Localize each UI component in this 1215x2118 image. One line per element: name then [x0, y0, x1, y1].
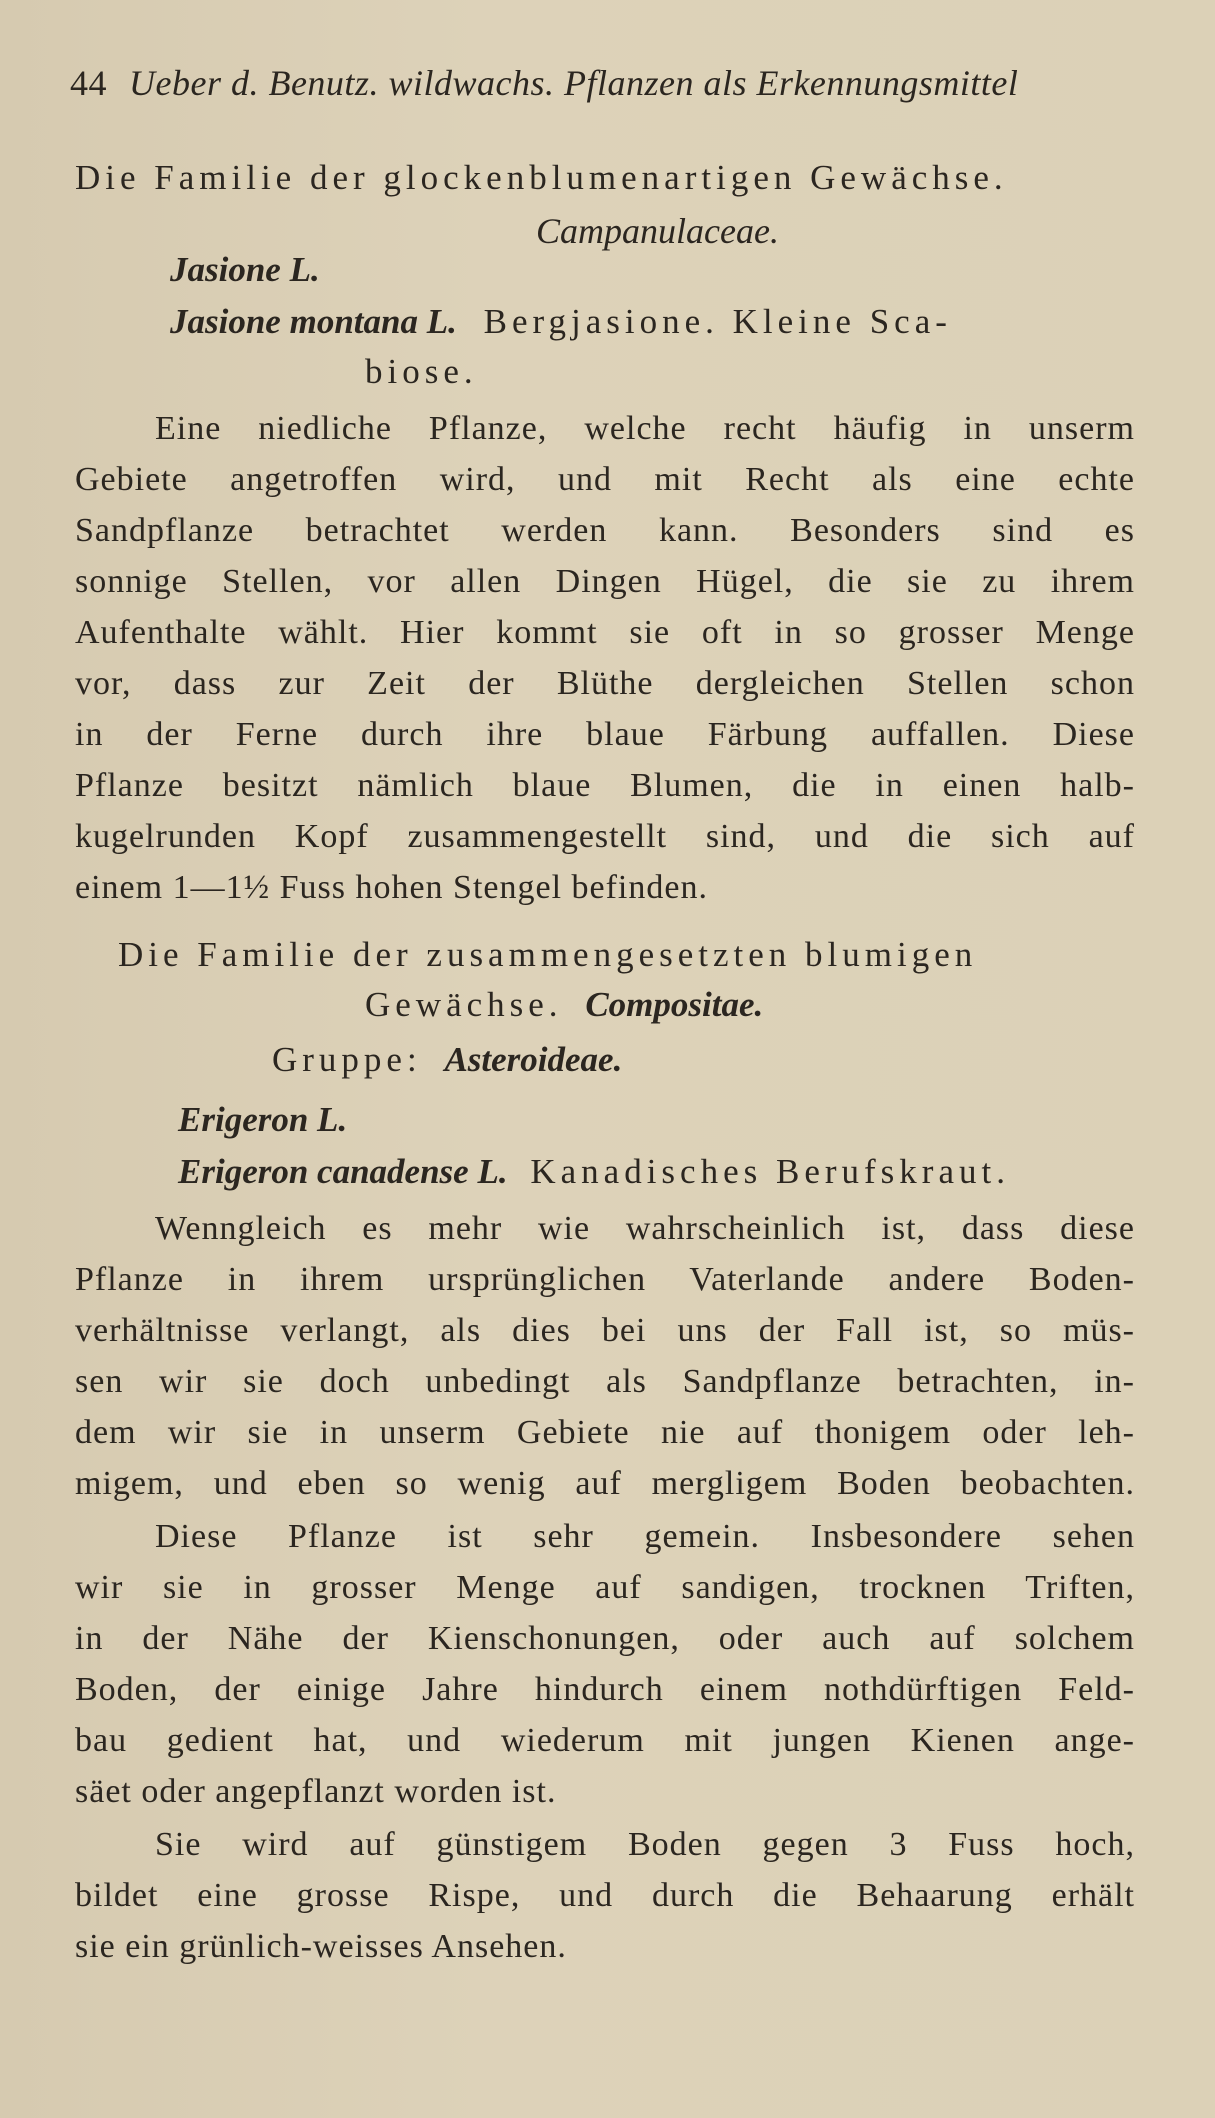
paragraph-line: Pflanze in ihrem ursprünglichen Vaterlande andere Boden-	[75, 1261, 1135, 1298]
family-heading-compositae: Die Familie der zusammengesetzten blumigen	[118, 935, 978, 974]
group-asteroideae	[272, 1040, 622, 1080]
species-jasione-montana	[170, 302, 952, 342]
paragraph-line: Gebiete angetroffen wird, und mit Recht als eine echte	[75, 461, 1135, 498]
species-common-name-cont: biose.	[365, 352, 478, 391]
paragraph-line: Wenngleich es mehr wie wahrscheinlich ist, dass diese	[155, 1210, 1135, 1247]
species-erigeron-canadense	[178, 1152, 1010, 1192]
paragraph-line: in der Ferne durch ihre blaue Färbung auffallen. Diese	[75, 716, 1135, 753]
genus-jasione: Jasione L.	[170, 250, 320, 289]
paragraph-line: bildet eine grosse Rispe, und durch die Behaarung erhält	[75, 1877, 1135, 1914]
species-common-name: Bergjasione. Kleine Sca-	[483, 302, 952, 341]
paragraph-line: migem, und eben so wenig auf mergligem Boden beobachten.	[75, 1465, 1135, 1502]
paragraph-line: Diese Pflanze ist sehr gemein. Insbesondere sehen	[155, 1518, 1135, 1555]
paragraph-line: Eine niedliche Pflanze, welche recht häufig in unserm	[155, 410, 1135, 447]
paragraph-line: in der Nähe der Kienschonungen, oder auch auf solchem	[75, 1620, 1135, 1657]
paragraph-line: verhältnisse verlangt, als dies bei uns der Fall ist, so müs-	[75, 1312, 1135, 1349]
group-label: Gruppe:	[272, 1040, 422, 1079]
family-heading-compositae-cont	[365, 985, 763, 1025]
paragraph-line: Boden, der einige Jahre hindurch einem nothdürftigen Feld-	[75, 1671, 1135, 1708]
paragraph-line: vor, dass zur Zeit der Blüthe dergleichen Stellen schon	[75, 665, 1135, 702]
family-heading-word: Gewächse.	[365, 985, 563, 1024]
family-heading-campanulaceae: Die Familie der glockenblumenartigen Gewächse.	[75, 158, 1008, 197]
species-common-name: Kanadisches Berufskraut.	[530, 1152, 1010, 1191]
genus-erigeron: Erigeron L.	[178, 1100, 348, 1139]
species-latin: Jasione montana L.	[170, 302, 457, 341]
paragraph-line: sen wir sie doch unbedingt als Sandpflanze betrachten, in-	[75, 1363, 1135, 1400]
paragraph-line: Aufenthalte wählt. Hier kommt sie oft in so grosser Menge	[75, 614, 1135, 651]
family-latin-compositae: Compositae.	[585, 985, 764, 1024]
paragraph-line: Sie wird auf günstigem Boden gegen 3 Fuss hoch,	[155, 1826, 1135, 1863]
page-number: 44	[70, 63, 107, 103]
paragraph-line: Pflanze besitzt nämlich blaue Blumen, die in einen halb-	[75, 767, 1135, 804]
paragraph-line: kugelrunden Kopf zusammengestellt sind, und die sich auf	[75, 818, 1135, 855]
paragraph-line: sonnige Stellen, vor allen Dingen Hügel, die sie zu ihrem	[75, 563, 1135, 600]
paragraph-line: Sandpflanze betrachtet werden kann. Besonders sind es	[75, 512, 1135, 549]
paragraph-line: wir sie in grosser Menge auf sandigen, trocknen Triften,	[75, 1569, 1135, 1606]
running-header	[70, 62, 1018, 104]
paragraph-line: sie ein grünlich-weisses Ansehen.	[75, 1928, 567, 1965]
running-title: Ueber d. Benutz. wildwachs. Pflanzen als Erkennungsmittel	[129, 63, 1019, 103]
family-latin-campanulaceae: Campanulaceae.	[536, 211, 779, 251]
paragraph-line: dem wir sie in unserm Gebiete nie auf thonigem oder leh-	[75, 1414, 1135, 1451]
species-latin: Erigeron canadense L.	[178, 1152, 508, 1191]
paragraph-line: einem 1—1½ Fuss hohen Stengel befinden.	[75, 869, 708, 906]
paragraph-line: bau gedient hat, und wiederum mit jungen Kienen ange-	[75, 1722, 1135, 1759]
paragraph-line: säet oder angepflanzt worden ist.	[75, 1773, 557, 1810]
group-latin: Asteroideae.	[444, 1040, 623, 1079]
